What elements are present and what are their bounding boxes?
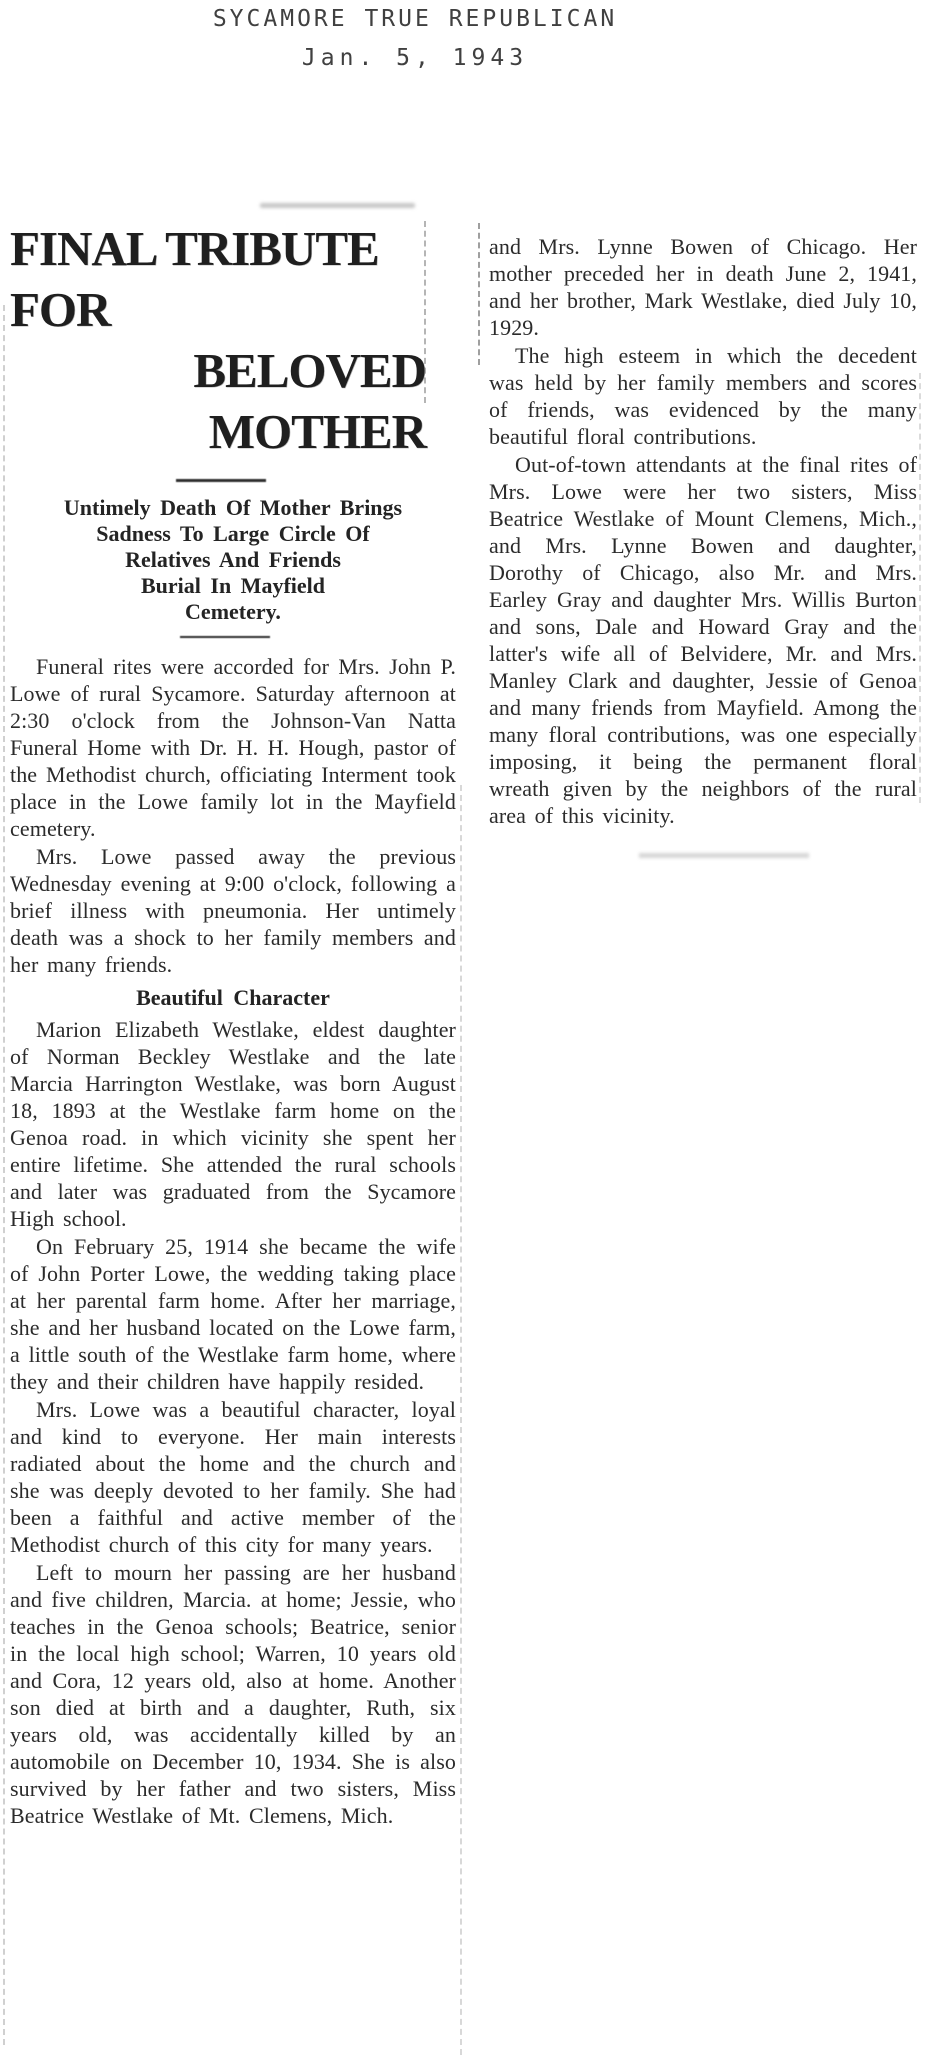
clipping-torn-edge-right-column <box>919 373 921 803</box>
subhead-line: Relatives And Friends <box>125 547 341 572</box>
article-paragraph: Left to mourn her passing are her husband and five children, Marcia. at home; Jessie, who teaches in the Genoa schools; Beatrice, senior in the local high school; Warren, 10 years old and Cora, 12 years old, also at home. Another son died at birth and a daughter, Ruth, six years old, was accidentally killed by an automobile on December 10, 1934. She is also survived by her father and two sisters, Miss Beatrice Westlake of Mt. Clemens, Mich. <box>10 1560 456 1828</box>
article-paragraph: On February 25, 1914 she became the wife of John Porter Lowe, the wedding taking place at her parental farm home. After her marriage, she and her husband located on the Lowe farm, a little south of the Westlake farm home, where they and their children have happily resided. <box>10 1234 456 1394</box>
article-paragraph: The high esteem in which the decedent was held by her family members and scores of friends, was evidenced by the many beautiful floral contributions. <box>489 343 917 449</box>
torn-edge-smudge <box>260 203 415 208</box>
article-paragraph: and Mrs. Lynne Bowen of Chicago. Her mother preceded her in death June 2, 1941, and her brother, Mark Westlake, died July 10, 1929. <box>489 234 917 340</box>
newspaper-name: SYCAMORE TRUE REPUBLICAN <box>212 6 618 32</box>
body-paragraphs-intro <box>10 653 456 978</box>
masthead <box>0 6 830 71</box>
subhead-line: Burial In Mayfield <box>140 573 325 598</box>
section-heading: Beautiful Character <box>136 985 330 1010</box>
clipping-torn-edge-left <box>3 305 5 2045</box>
divider-rule <box>180 636 270 638</box>
article-paragraph: Out-of-town attendants at the final rites of Mrs. Lowe were her two sisters, Miss Beatrice Westlake of Mount Clemens, Mich., and Mrs. Lynne Bowen and daughter, Dorothy of Chicago, also Mr. and Mrs. Earley Gray and daughter Mrs. Willis Burton and sons, Dale and Howard Gray and the latter's wife all of Belvidere, Mr. and Mrs. Manley Clark and daughter, Jessie of Genoa and many friends from Mayfield. Among the many floral contributions, was one especially imposing, it being the permanent floral wreath given by the neighbors of the rural area of this vicinity. <box>489 452 917 828</box>
issue-date: Jan. 5, 1943 <box>301 45 529 71</box>
subhead <box>10 495 456 625</box>
clipping-torn-edge-right <box>460 785 462 2055</box>
headline-line-1: FINAL TRIBUTE FOR <box>10 221 379 337</box>
subhead-line: Cemetery. <box>185 599 281 624</box>
left-column <box>10 155 456 1829</box>
article-paragraph: Marion Elizabeth Westlake, eldest daughter of Norman Beckley Westlake and the late Marcia Harrington Westlake, was born August 18, 1893 at the Westlake farm home on the Genoa road. in which vicinity she spent her entire lifetime. She attended the rural schools and later was graduated from the Sycamore High school. <box>10 1017 456 1231</box>
article-paragraph: Mrs. Lowe was a beautiful character, loyal and kind to everyone. Her main interests radiated about the home and the church and she was deeply devoted to her family. She had been a faithful and active member of the Methodist church of this city for many years. <box>10 1397 456 1557</box>
article-paragraph: Mrs. Lowe passed away the previous Wednesday evening at 9:00 o'clock, following a brief illness with pneumonia. Her untimely death was a shock to her family members and her many friends. <box>10 844 456 977</box>
headline-line-2: BELOVED MOTHER <box>193 343 426 459</box>
clipping-torn-edge-headline <box>424 221 426 403</box>
ink-smudge <box>639 853 809 858</box>
body-paragraphs-continued <box>489 233 917 829</box>
divider-rule <box>176 479 266 482</box>
headline <box>10 218 430 462</box>
column-rule <box>478 223 480 365</box>
subhead-line: Untimely Death Of Mother Brings <box>63 495 403 520</box>
right-column <box>489 233 917 858</box>
article-paragraph: Funeral rites were accorded for Mrs. John P. Lowe of rural Sycamore. Saturday afternoon at 2:30 o'clock from the Johnson-Van Natta Funeral Home with Dr. H. H. Hough, pastor of the Methodist church, officiating Interment took place in the Lowe family lot in the Mayfield cemetery. <box>10 654 456 841</box>
subhead-line: Sadness To Large Circle Of <box>96 521 370 546</box>
body-paragraphs-main <box>10 1016 456 1829</box>
